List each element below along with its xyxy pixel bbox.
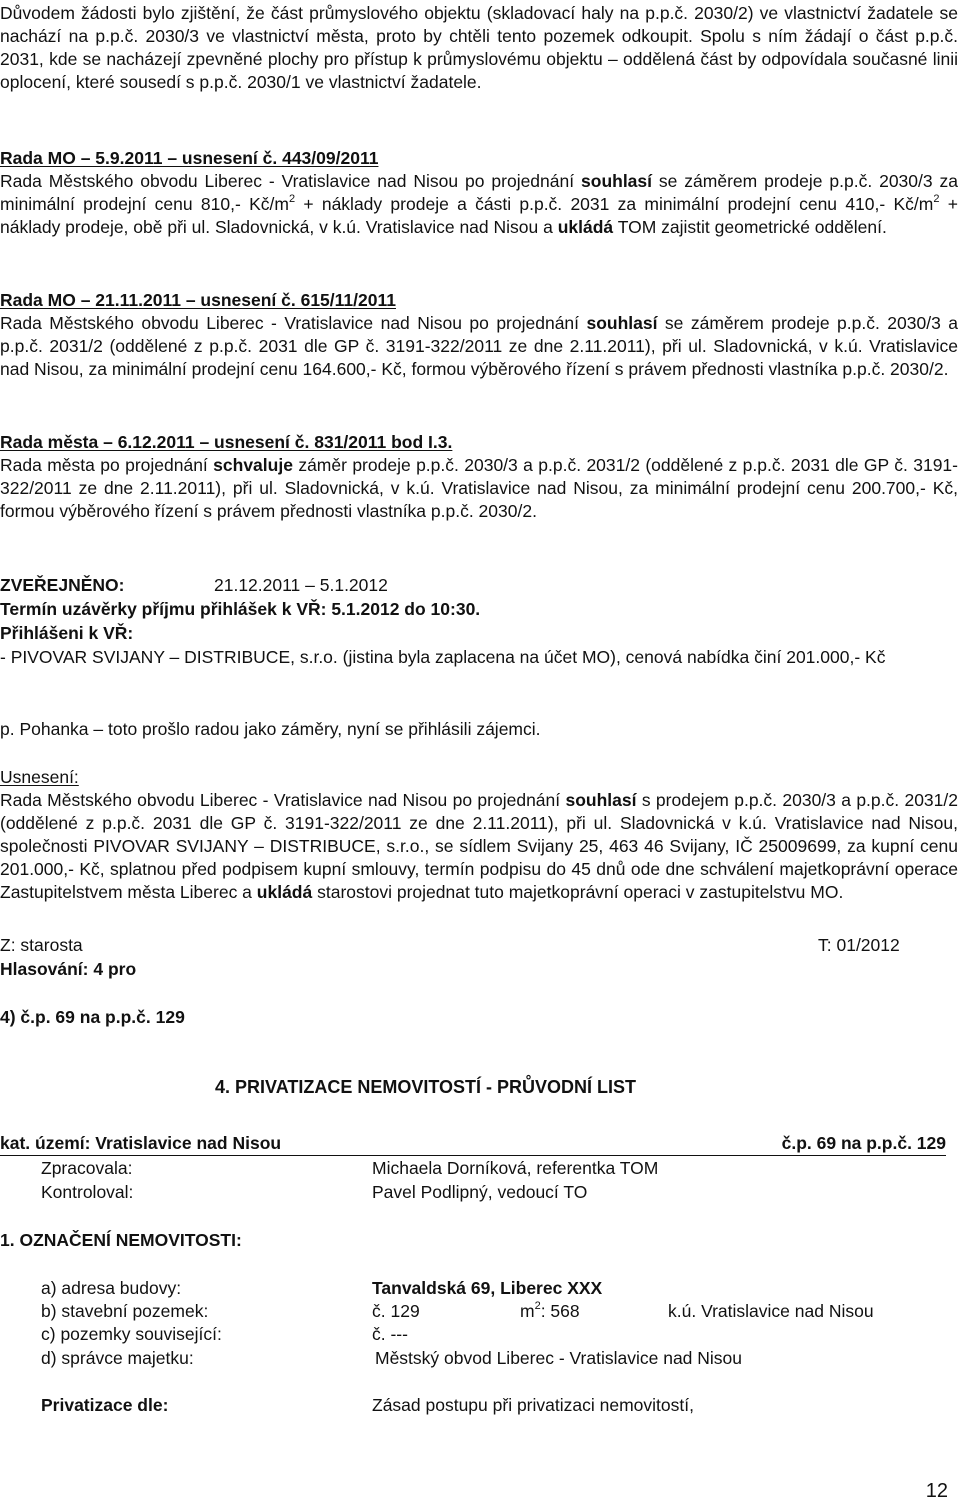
cadastral-area: kat. území: Vratislavice nad Nisou (0, 1133, 282, 1153)
resolution-1-mid2: + náklady prodeje a části p.p.č. 2031 za minimální prodejní cenu 410,- Kč/m (295, 194, 934, 214)
administrator-value: Městský obvod Liberec - Vratislavice nad Nisou (375, 1348, 743, 1368)
related-plots-value: č. --- (372, 1324, 408, 1344)
resolution-1-heading (0, 147, 958, 170)
resolution-3-post: záměr prodeje p.p.č. 2030/3 a p.p.č. 2031/2 (oddělené z p.p.č. 2031 dle GP č. 3191-322/2011 ze dne 2.11.2011), při ul. Sladovnická, v k.ú. Vratislavice nad Nisou, za minimální prodejní cenu 200.700,- Kč, formou výběrového řízení s právem přednosti vlastníka p.p.č. 2030/2. (0, 455, 958, 521)
privatization-value: Zásad postupu při privatizaci nemovitostí, (372, 1395, 694, 1415)
privatization-label: Privatizace dle: (41, 1395, 169, 1415)
usneseni-verb: souhlasí (565, 790, 637, 810)
resolution-3-heading-text: Rada města – 6.12.2011 – usnesení č. 831/2011 bod I.3. (0, 432, 453, 452)
kontroloval-value: Pavel Podlipný, vedoucí TO (372, 1182, 588, 1202)
resolution-3-verb: schvaluje (213, 455, 293, 475)
plot-label: b) stavební pozemek: (41, 1301, 209, 1321)
termin-line: Termín uzávěrky příjmu přihlášek k VŘ: 5.1.2012 do 10:30. (0, 599, 481, 619)
zverejneno-value: 21.12.2011 – 5.1.2012 (214, 575, 388, 595)
responsible-person: Z: starosta (0, 935, 83, 955)
administrator-label: d) správce majetku: (41, 1348, 194, 1368)
usneseni-label: Usnesení: (0, 767, 79, 787)
resolution-2-heading-text: Rada MO – 21.11.2011 – usnesení č. 615/11/2011 (0, 290, 396, 310)
item-4-heading: 4) č.p. 69 na p.p.č. 129 (0, 1007, 185, 1027)
resolution-1-heading-text: Rada MO – 5.9.2011 – usnesení č. 443/09/2011 (0, 148, 379, 168)
voting-result: Hlasování: 4 pro (0, 959, 137, 979)
resolution-1-sup2: 2 (933, 193, 940, 206)
resolution-1-text (0, 170, 958, 239)
plot-area-sup: 2 (534, 1300, 541, 1313)
related-plots-label: c) pozemky související: (41, 1324, 222, 1344)
usneseni-post: starostovi projednat tuto majetkoprávní operaci v zastupitelstvu MO. (312, 882, 844, 902)
resolution-1-verb2: ukládá (557, 217, 614, 237)
oznaceni-heading: 1. OZNAČENÍ NEMOVITOSTI: (0, 1230, 242, 1250)
resolution-1-verb: souhlasí (581, 171, 653, 191)
resolution-3-heading (0, 431, 958, 454)
address-label: a) adresa budovy: (41, 1278, 182, 1298)
prihlaseni-label: Přihlášeni k VŘ: (0, 623, 134, 643)
resolution-3-text (0, 454, 958, 523)
resolution-2-heading (0, 289, 958, 312)
cadastral-header (0, 1133, 946, 1156)
plot-area-value: : 568 (540, 1301, 580, 1321)
resolution-1-mid: se záměrem prodeje p.p.č. 2030/3 za minimální prodejní cenu 810,- Kč/m (0, 171, 959, 214)
zpracovala-label: Zpracovala: (41, 1158, 133, 1178)
address-value: Tanvaldská 69, Liberec XXX (372, 1278, 603, 1298)
plot-number: č. 129 (372, 1301, 420, 1321)
cadastral-parcel: č.p. 69 na p.p.č. 129 (781, 1133, 946, 1153)
page-number: 12 (925, 1480, 948, 1502)
zverejneno-label: ZVEŘEJNĚNO: (0, 575, 125, 595)
usneseni-mid: s prodejem p.p.č. 2030/3 a p.p.č. 2031/2 (oddělené z p.p.č. 2031 dle GP č. 3191-322/2011 ze dne 2.11.2011), při ul. Sladovnická v k.ú. Vratislavice nad Nisou, společnosti PIVOVAR SVIJANY – DISTRIBUCE, s.r.o., se sídlem Svijany 25, 463 46 Svijany, IČ 25009699, za kupní cenu 201.000,- Kč, splatnou před podpisem kupní smlouvy, termín podpisu do 45 dnů ode dne schválení majetkoprávní operace Zastupitelstvem města Liberec a (0, 790, 958, 902)
zpracovala-value: Michaela Dorníková, referentka TOM (372, 1158, 659, 1178)
plot-cadastre: k.ú. Vratislavice nad Nisou (668, 1301, 874, 1321)
usneseni-text (0, 789, 958, 904)
resolution-2-pre: Rada Městského obvodu Liberec - Vratislavice nad Nisou po projednání (0, 313, 587, 333)
resolution-1-post: TOM zajistit geometrické oddělení. (613, 217, 887, 237)
resolution-2-text (0, 312, 958, 381)
zverejneno-row (0, 574, 124, 596)
intro-paragraph: Důvodem žádosti bylo zjištění, že část průmyslového objektu (skladovací haly na p.p.č. 2030/2) ve vlastnictví žadatele se nachází na p.p.č. 2030/3 ve vlastnictví města, proto by chtěli tento pozemek odkoupit. Spolu s ním žádají o část p.p.č. 2031, kde se nacházejí zpevněné plochy pro přístup k průmyslovému objektu – oddělená část by odpovídala současné linii oplocení, které sousedí s p.p.č. 2030/1 ve vlastnictví žadatele. (0, 3, 958, 92)
kontroloval-label: Kontroloval: (41, 1182, 134, 1202)
usneseni-pre: Rada Městského obvodu Liberec - Vratislavice nad Nisou po projednání (0, 790, 566, 810)
resolution-2-verb: souhlasí (586, 313, 658, 333)
resolution-1-sup1: 2 (288, 193, 296, 206)
prihlaseni-item: - PIVOVAR SVIJANY – DISTRIBUCE, s.r.o. (jistina byla zaplacena na účet MO), cenová nabídka činí 201.000,- Kč (0, 647, 886, 667)
plot-area (520, 1300, 580, 1322)
resolution-2-post: se záměrem prodeje p.p.č. 2030/3 a p.p.č. 2031/2 (oddělené z p.p.č. 2031 dle GP č. 3191-322/2011 ze dne 2.11.2011), při ul. Sladovnická, v k.ú. Vratislavice nad Nisou, za minimální prodejní cenu 164.600,- Kč, formou výběrového řízení s právem přednosti vlastníka p.p.č. 2030/2. (0, 313, 959, 379)
resolution-1-mid3: + náklady prodeje, obě při ul. Sladovnická, v k.ú. Vratislavice nad Nisou a (0, 194, 958, 237)
section-title: 4. PRIVATIZACE NEMOVITOSTÍ - PRŮVODNÍ LIST (215, 1077, 637, 1097)
resolution-1-pre: Rada Městského obvodu Liberec - Vratislavice nad Nisou po projednání (0, 171, 582, 191)
deadline: T: 01/2012 (818, 935, 900, 955)
resolution-3-pre: Rada města po projednání (0, 455, 214, 475)
plot-area-unit: m (520, 1301, 535, 1321)
usneseni-verb2: ukládá (256, 882, 313, 902)
note-line: p. Pohanka – toto prošlo radou jako záměry, nyní se přihlásili zájemci. (0, 719, 541, 739)
